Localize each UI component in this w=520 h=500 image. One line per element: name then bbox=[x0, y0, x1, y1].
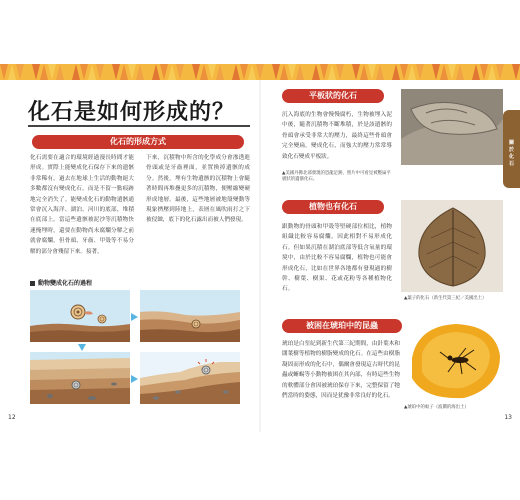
arrow-right-icon bbox=[131, 313, 138, 321]
plant-fossil-body: 跟動物的骨頭和甲殼等堅硬部位相比，植物組織比較容易腐爛，因此相對不易形成化石。但如果沉積在湖泊底部等低含氧量的環境中，由於比較不容易腐爛，植物也可能會形成化石，比如在世界各地都有發現過的樹幹、樹葉、樹果、花或花粉等各種植物化石。 bbox=[282, 224, 392, 293]
section-header-label: 化石的形成方式 bbox=[110, 137, 166, 146]
page-number-left: 12 bbox=[8, 414, 16, 421]
fossil-stage-1-illustration bbox=[30, 290, 130, 342]
page-gutter bbox=[259, 80, 261, 432]
section-header-label: 植物也有化石 bbox=[309, 202, 357, 211]
page-number-right: 13 bbox=[504, 414, 512, 421]
fossil-stage-4-illustration bbox=[140, 352, 240, 404]
section-header-amber-insect bbox=[282, 319, 402, 333]
diagram-heading bbox=[30, 278, 92, 287]
arrow-down-icon bbox=[78, 344, 86, 351]
body-text-column-1: 化石需要在適合的環境經過漫長時間才能形成。實際上能變成化石保存下來的遺骸非常稀有。過去在地球上生活的動物絕大多數都沒有變成化石，而是不留一點痕跡地完全消失了。能變成化石的動物遺骸通常會沉入海洋、湖泊、河川的底部，堆積在底部上。當這些遺骸被泥沙等沉積物快速掩埋時，還要在動物尚未腐爛分解之前就會腐爛，但骨頭、牙齒、甲殼等不易分解的部分會殘留下來。接著， bbox=[30, 155, 134, 255]
page-title: 化石是如何形成的？ bbox=[28, 100, 236, 125]
amber-insect-body: 琥珀是白堊紀到新生代第三紀期間，由針葉木和闊葉樹等植物的樹脂變成的化石。在這些由樹脂凝固而形成的化石中，偶爾會發現這古時代的昆蟲或蜥蜴等小動物被困在其內部，有時這些生物的軟體部分會因被琥珀保存下來，完整保留了牠們當時的姿態，因而是犹豫非常良好的化石。 bbox=[282, 341, 400, 400]
title-underline bbox=[28, 125, 250, 127]
flat-fossil-body: 沉入海底的生物會慢慢腐朽，生物被埋入泥中後，隨著沉積物不斷堆積，於是該遺骸的骨頭會承受非常大的壓力，最終這些骨頭會完全變扁。變成化石，而強大的壓力常常導致化石變成平板狀。 bbox=[282, 112, 392, 160]
plant-fossil-caption: ▲葉子的化石（新生代第三紀／美國出土） bbox=[404, 296, 487, 301]
fossil-stage-3-illustration bbox=[30, 352, 130, 404]
fossil-stage-2-illustration bbox=[140, 290, 240, 342]
body-text-column-2: 下來，沉積物中所含的化學成分會滲透進骨頭或是牙齒裡面，並置換掉遺骸的成分。然後，埋有生物遺骸的沉積物上會隨著時間再堆疊更多的沉積物，便壓縮變硬形成地層。最後，這些地層被地殼變動等現象擠壓到陸地上，表層在風吹雨打之下被侵蝕，底下的化石露出而被人們發現。 bbox=[146, 155, 250, 224]
diagram-heading-text: 動物變成化石的過程 bbox=[38, 280, 93, 287]
chapter-side-tab-label: 關於化石 bbox=[508, 140, 514, 167]
amber-insect-caption: ▲琥珀中的蚊子（波蘭的海出土） bbox=[404, 405, 469, 410]
section-header-flat-fossil bbox=[282, 89, 384, 103]
decorative-banner bbox=[0, 64, 520, 80]
leaf-fossil-photo bbox=[401, 200, 503, 292]
amber-mosquito-photo bbox=[404, 318, 506, 403]
section-header-formation bbox=[32, 135, 244, 149]
section-header-label: 平板狀的化石 bbox=[309, 91, 357, 100]
section-header-label: 被困在琥珀中的昆蟲 bbox=[306, 321, 378, 330]
dinosaur-fossil-photo bbox=[401, 89, 503, 165]
section-header-plant-fossil bbox=[282, 200, 384, 214]
square-bullet-icon bbox=[30, 281, 35, 286]
arrow-right-icon bbox=[131, 375, 138, 383]
flat-fossil-caption: ▲美國丹佛北部發現的恐龍足跡，照片中可看見被壓扁平板狀的遺骸化石。 bbox=[282, 171, 391, 182]
